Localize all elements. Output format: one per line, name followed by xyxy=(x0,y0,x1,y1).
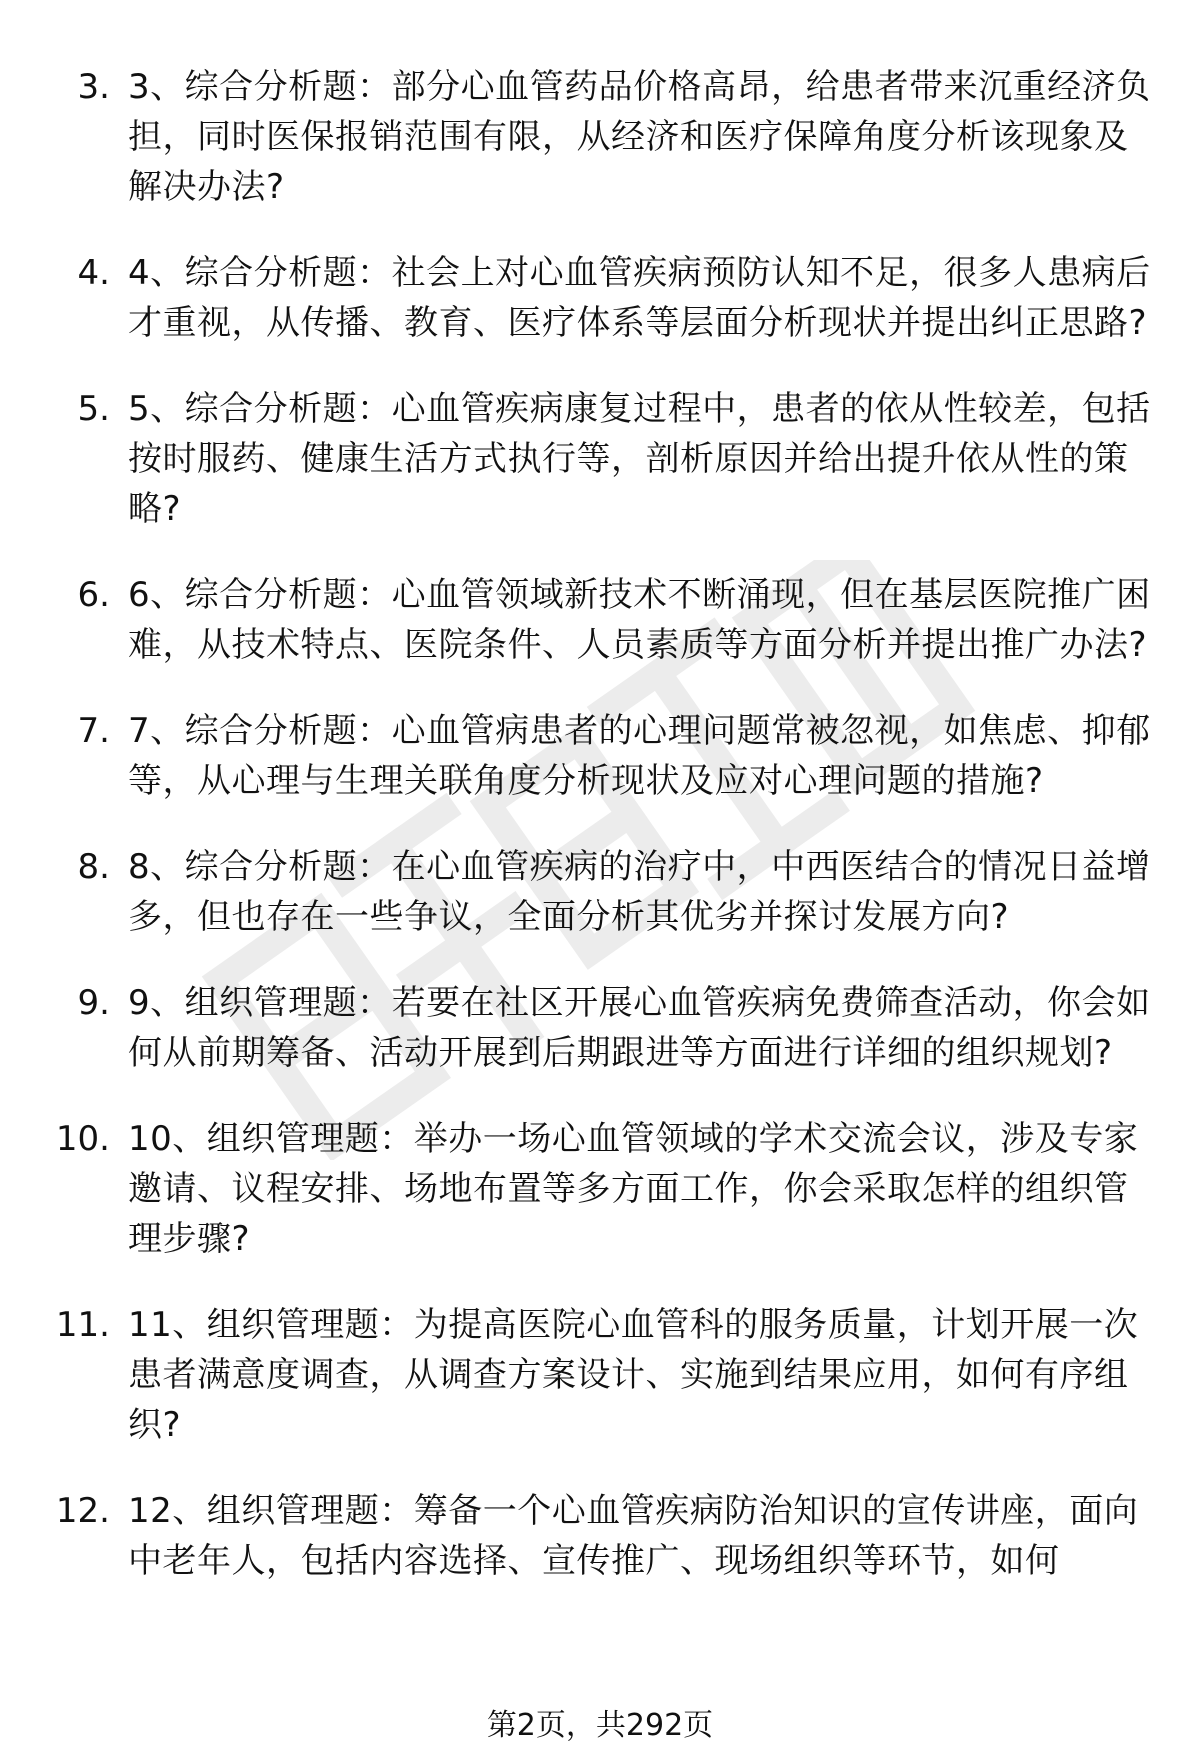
question-number: 10. xyxy=(55,1119,110,1159)
question-text: 4、综合分析题：社会上对心血管疾病预防认知不足，很多人患病后才重视，从传播、教育、医疗体系等层面分析现状并提出纠正思路? xyxy=(128,253,1151,343)
question-item xyxy=(0,248,1200,348)
question-text: 3、综合分析题：部分心血管药品价格高昂，给患者带来沉重经济负担，同时医保报销范围有限，从经济和医疗保障角度分析该现象及解决办法? xyxy=(128,67,1151,207)
question-item xyxy=(0,842,1200,942)
question-text: 12、组织管理题：筹备一个心血管疾病防治知识的宣传讲座，面向中老年人，包括内容选择、宣传推广、现场组织等环节，如何 xyxy=(128,1491,1139,1581)
question-item xyxy=(0,1300,1200,1450)
question-text: 7、综合分析题：心血管病患者的心理问题常被忽视，如焦虑、抑郁等，从心理与生理关联角度分析现状及应对心理问题的措施? xyxy=(128,711,1151,801)
question-item xyxy=(0,62,1200,212)
question-item xyxy=(0,978,1200,1078)
question-number: 3. xyxy=(77,67,110,107)
question-item xyxy=(0,570,1200,670)
question-number: 8. xyxy=(77,847,110,887)
question-text: 9、组织管理题：若要在社区开展心血管疾病免费筛查活动，你会如何从前期筹备、活动开展到后期跟进等方面进行详细的组织规划? xyxy=(128,983,1151,1073)
question-number: 7. xyxy=(77,711,110,751)
question-item xyxy=(0,706,1200,806)
question-text: 6、综合分析题：心血管领域新技术不断涌现，但在基层医院推广困难，从技术特点、医院条件、人员素质等方面分析并提出推广办法? xyxy=(128,575,1151,665)
question-text: 5、综合分析题：心血管疾病康复过程中，患者的依从性较差，包括按时服药、健康生活方式执行等，剖析原因并给出提升依从性的策略? xyxy=(128,389,1151,529)
question-text: 8、综合分析题：在心血管疾病的治疗中，中西医结合的情况日益增多，但也存在一些争议，全面分析其优劣并探讨发展方向? xyxy=(128,847,1151,937)
question-number: 11. xyxy=(55,1305,110,1345)
page-footer: 第2页，共292页 xyxy=(486,1708,714,1743)
question-number: 9. xyxy=(77,983,110,1023)
question-text: 11、组织管理题：为提高医院心血管科的服务质量，计划开展一次患者满意度调查，从调查方案设计、实施到结果应用，如何有序组织? xyxy=(128,1305,1139,1445)
question-number: 5. xyxy=(77,389,110,429)
question-list xyxy=(0,62,1200,1622)
question-number: 6. xyxy=(77,575,110,615)
question-item xyxy=(0,1114,1200,1264)
question-item xyxy=(0,1486,1200,1586)
question-text: 10、组织管理题：举办一场心血管领域的学术交流会议，涉及专家邀请、议程安排、场地布置等多方面工作，你会采取怎样的组织管理步骤? xyxy=(128,1119,1139,1259)
question-number: 12. xyxy=(55,1491,110,1531)
question-number: 4. xyxy=(77,253,110,293)
question-item xyxy=(0,384,1200,534)
